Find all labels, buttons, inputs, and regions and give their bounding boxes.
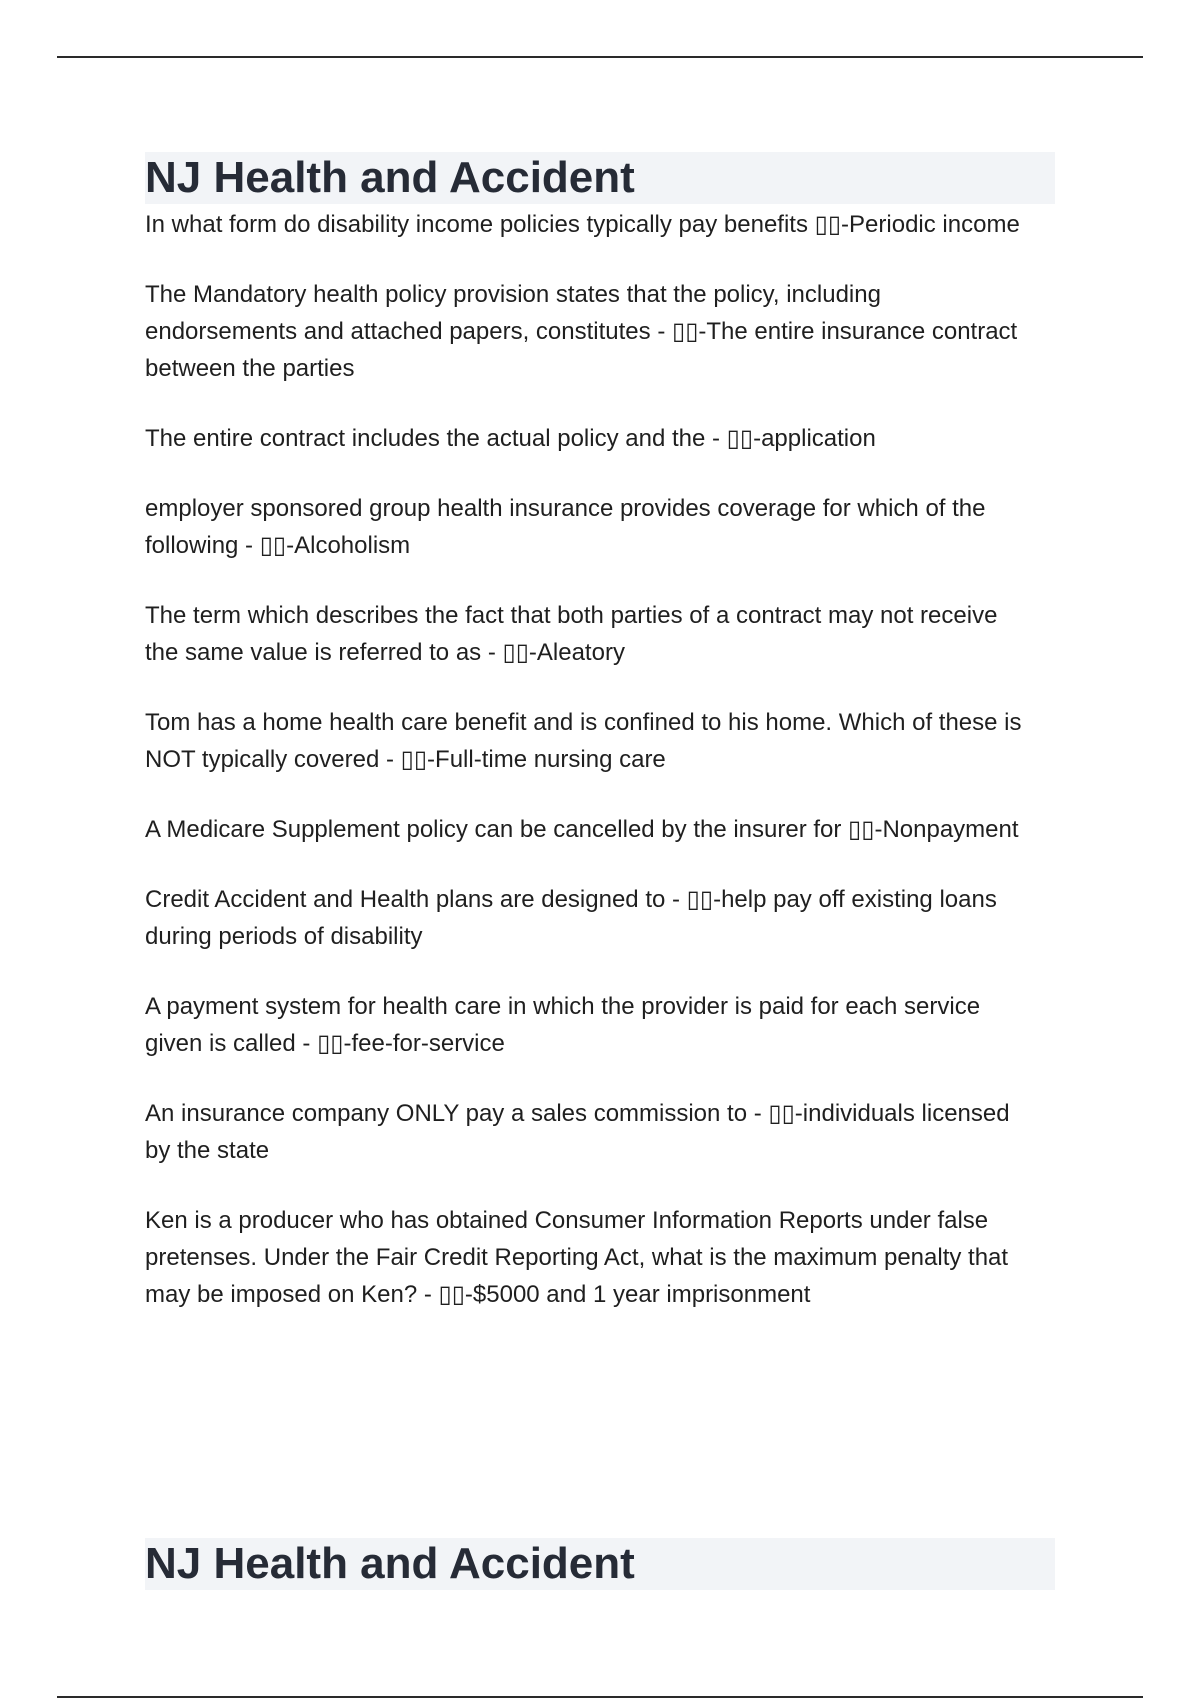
bottom-rule xyxy=(57,1696,1143,1698)
qa-item: A payment system for health care in which the provider is paid for each service given is called - ▯▯-fee-for-service xyxy=(145,993,981,1057)
document-title: NJ Health and Accident xyxy=(145,153,635,202)
title-band xyxy=(145,1538,1055,1590)
qa-item: Credit Accident and Health plans are designed to - ▯▯-help pay off existing loans during periods of disability xyxy=(145,886,997,950)
qa-item: The Mandatory health policy provision states that the policy, including endorsements and attached papers, constitutes - ▯▯-The entire insurance contract between the parties xyxy=(145,281,1018,382)
qa-item: The term which describes the fact that both parties of a contract may not receive the same value is referred to as - ▯▯-Aleatory xyxy=(145,602,998,666)
qa-item: employer sponsored group health insurance provides coverage for which of the following - ▯▯-Alcoholism xyxy=(145,495,986,559)
qa-item: An insurance company ONLY pay a sales commission to - ▯▯-individuals licensed by the state xyxy=(145,1100,1010,1164)
document-body xyxy=(145,152,1055,1346)
next-page-header xyxy=(145,1538,1055,1590)
qa-item: The entire contract includes the actual policy and the - ▯▯-application xyxy=(145,425,876,452)
qa-item: In what form do disability income policies typically pay benefits ▯▯-Periodic income xyxy=(145,211,1020,238)
title-band xyxy=(145,152,1055,204)
qa-item: A Medicare Supplement policy can be cancelled by the insurer for ▯▯-Nonpayment xyxy=(145,816,1019,843)
qa-item: Ken is a producer who has obtained Consumer Information Reports under false pretenses. Under the Fair Credit Reporting Act, what is the maximum penalty that may be imposed on Ken? - ▯▯-$5000 and 1 year imprisonment xyxy=(145,1207,1009,1308)
top-rule xyxy=(57,56,1143,58)
next-page-title: NJ Health and Accident xyxy=(145,1539,635,1588)
qa-item: Tom has a home health care benefit and is confined to his home. Which of these is NOT typically covered - ▯▯-Full-time nursing care xyxy=(145,709,1022,773)
qa-list xyxy=(145,206,1030,1313)
